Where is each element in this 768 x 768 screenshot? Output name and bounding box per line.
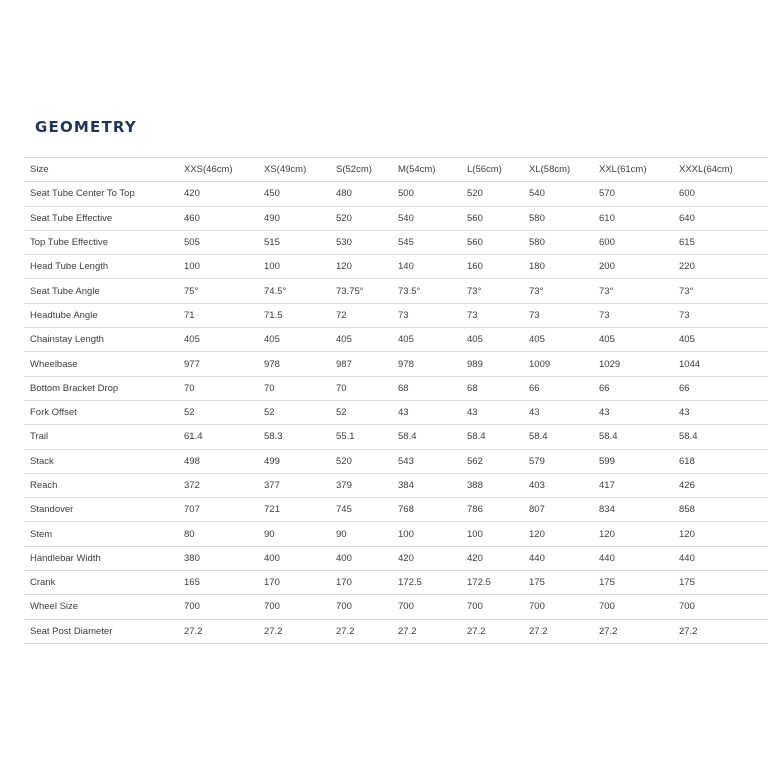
table-cell: 405: [178, 328, 258, 352]
table-row: [24, 619, 768, 643]
table-cell: 66: [593, 376, 673, 400]
table-cell: 58.4: [461, 425, 523, 449]
table-cell: 100: [392, 522, 461, 546]
table-cell: 377: [258, 473, 330, 497]
table-cell: 417: [593, 473, 673, 497]
table-cell: 43: [593, 400, 673, 424]
table-cell: 420: [392, 546, 461, 570]
row-label: Top Tube Effective: [24, 230, 178, 254]
table-cell: 61.4: [178, 425, 258, 449]
table-row: [24, 279, 768, 303]
table-cell: 520: [330, 449, 392, 473]
table-row: [24, 571, 768, 595]
table-cell: 420: [461, 546, 523, 570]
row-label: Wheelbase: [24, 352, 178, 376]
table-cell: 220: [673, 255, 768, 279]
table-cell: 73: [673, 303, 768, 327]
table-cell: 66: [673, 376, 768, 400]
table-cell: 562: [461, 449, 523, 473]
table-cell: 70: [178, 376, 258, 400]
table-cell: 440: [673, 546, 768, 570]
table-cell: 175: [593, 571, 673, 595]
table-cell: 721: [258, 498, 330, 522]
table-cell: 200: [593, 255, 673, 279]
table-cell: 405: [593, 328, 673, 352]
table-cell: 745: [330, 498, 392, 522]
page-title: GEOMETRY: [35, 118, 137, 136]
table-cell: 834: [593, 498, 673, 522]
table-cell: 615: [673, 230, 768, 254]
table-cell: 987: [330, 352, 392, 376]
geometry-table: [24, 157, 768, 644]
table-cell: 600: [593, 230, 673, 254]
table-cell: 540: [392, 206, 461, 230]
row-label: Wheel Size: [24, 595, 178, 619]
table-cell: 27.2: [523, 619, 593, 643]
table-cell: 27.2: [178, 619, 258, 643]
table-cell: 490: [258, 206, 330, 230]
table-cell: 90: [330, 522, 392, 546]
table-cell: 405: [330, 328, 392, 352]
table-cell: 618: [673, 449, 768, 473]
table-cell: 403: [523, 473, 593, 497]
table-cell: 380: [178, 546, 258, 570]
header-cell-7: XXL(61cm): [593, 158, 673, 182]
table-cell: 640: [673, 206, 768, 230]
row-label: Seat Tube Effective: [24, 206, 178, 230]
table-header: [24, 158, 768, 182]
table-cell: 400: [330, 546, 392, 570]
table-cell: 384: [392, 473, 461, 497]
table-cell: 515: [258, 230, 330, 254]
table-cell: 498: [178, 449, 258, 473]
header-cell-5: L(56cm): [461, 158, 523, 182]
table-cell: 426: [673, 473, 768, 497]
table-cell: 505: [178, 230, 258, 254]
header-cell-2: XS(49cm): [258, 158, 330, 182]
table-cell: 460: [178, 206, 258, 230]
table-cell: 388: [461, 473, 523, 497]
table-cell: 1029: [593, 352, 673, 376]
table-body: [24, 182, 768, 644]
table-row: [24, 498, 768, 522]
table-cell: 400: [258, 546, 330, 570]
table-cell: 120: [593, 522, 673, 546]
table-cell: 52: [178, 400, 258, 424]
header-cell-1: XXS(46cm): [178, 158, 258, 182]
table-cell: 580: [523, 230, 593, 254]
header-cell-size: Size: [24, 158, 178, 182]
table-cell: 599: [593, 449, 673, 473]
table-cell: 73.75°: [330, 279, 392, 303]
table-cell: 175: [523, 571, 593, 595]
header-row: [24, 158, 768, 182]
table-row: [24, 230, 768, 254]
table-cell: 610: [593, 206, 673, 230]
table-cell: 700: [673, 595, 768, 619]
header-cell-4: M(54cm): [392, 158, 461, 182]
table-cell: 43: [673, 400, 768, 424]
table-row: [24, 303, 768, 327]
table-cell: 786: [461, 498, 523, 522]
table-cell: 977: [178, 352, 258, 376]
table-cell: 520: [461, 182, 523, 206]
table-cell: 170: [258, 571, 330, 595]
table-cell: 73°: [461, 279, 523, 303]
row-label: Reach: [24, 473, 178, 497]
table-cell: 500: [392, 182, 461, 206]
table-cell: 405: [258, 328, 330, 352]
table-cell: 372: [178, 473, 258, 497]
table-cell: 405: [461, 328, 523, 352]
table-cell: 520: [330, 206, 392, 230]
table-cell: 600: [673, 182, 768, 206]
table-cell: 27.2: [593, 619, 673, 643]
row-label: Headtube Angle: [24, 303, 178, 327]
table-cell: 27.2: [461, 619, 523, 643]
table-cell: 858: [673, 498, 768, 522]
table-cell: 1009: [523, 352, 593, 376]
table-cell: 700: [178, 595, 258, 619]
table-cell: 405: [673, 328, 768, 352]
table-cell: 560: [461, 230, 523, 254]
table-cell: 27.2: [258, 619, 330, 643]
table-cell: 405: [523, 328, 593, 352]
row-label: Stack: [24, 449, 178, 473]
table-cell: 175: [673, 571, 768, 595]
table-cell: 73: [461, 303, 523, 327]
table-cell: 72: [330, 303, 392, 327]
table-cell: 120: [330, 255, 392, 279]
table-cell: 70: [258, 376, 330, 400]
table-row: [24, 352, 768, 376]
table-cell: 73°: [593, 279, 673, 303]
table-cell: 73°: [673, 279, 768, 303]
table-row: [24, 376, 768, 400]
row-label: Fork Offset: [24, 400, 178, 424]
table-cell: 978: [392, 352, 461, 376]
table-cell: 405: [392, 328, 461, 352]
row-label: Trail: [24, 425, 178, 449]
table-cell: 700: [392, 595, 461, 619]
table-cell: 560: [461, 206, 523, 230]
table-row: [24, 473, 768, 497]
table-cell: 66: [523, 376, 593, 400]
header-cell-6: XL(58cm): [523, 158, 593, 182]
row-label: Seat Post Diameter: [24, 619, 178, 643]
table-cell: 989: [461, 352, 523, 376]
table-row: [24, 206, 768, 230]
table-cell: 165: [178, 571, 258, 595]
table-cell: 480: [330, 182, 392, 206]
table-cell: 52: [330, 400, 392, 424]
table-cell: 74.5°: [258, 279, 330, 303]
table-cell: 700: [461, 595, 523, 619]
row-label: Handlebar Width: [24, 546, 178, 570]
table-cell: 545: [392, 230, 461, 254]
table-cell: 73: [523, 303, 593, 327]
table-cell: 43: [461, 400, 523, 424]
table-row: [24, 522, 768, 546]
table-cell: 58.4: [673, 425, 768, 449]
table-cell: 75°: [178, 279, 258, 303]
header-cell-8: XXXL(64cm): [673, 158, 768, 182]
row-label: Chainstay Length: [24, 328, 178, 352]
table-cell: 58.4: [593, 425, 673, 449]
table-row: [24, 425, 768, 449]
table-cell: 700: [593, 595, 673, 619]
table-cell: 450: [258, 182, 330, 206]
table-cell: 73°: [523, 279, 593, 303]
table-row: [24, 400, 768, 424]
table-cell: 120: [523, 522, 593, 546]
table-cell: 90: [258, 522, 330, 546]
row-label: Bottom Bracket Drop: [24, 376, 178, 400]
table-cell: 700: [258, 595, 330, 619]
table-cell: 27.2: [330, 619, 392, 643]
table-cell: 58.4: [523, 425, 593, 449]
table-cell: 700: [330, 595, 392, 619]
table-cell: 68: [461, 376, 523, 400]
table-row: [24, 595, 768, 619]
table-cell: 170: [330, 571, 392, 595]
table-cell: 43: [523, 400, 593, 424]
table-cell: 160: [461, 255, 523, 279]
table-cell: 379: [330, 473, 392, 497]
table-cell: 71: [178, 303, 258, 327]
table-cell: 543: [392, 449, 461, 473]
table-cell: 807: [523, 498, 593, 522]
table-cell: 80: [178, 522, 258, 546]
table-cell: 570: [593, 182, 673, 206]
table-row: [24, 182, 768, 206]
table-cell: 1044: [673, 352, 768, 376]
table-cell: 580: [523, 206, 593, 230]
table-cell: 172.5: [461, 571, 523, 595]
table-cell: 52: [258, 400, 330, 424]
table-cell: 120: [673, 522, 768, 546]
table-row: [24, 449, 768, 473]
row-label: Standover: [24, 498, 178, 522]
table-cell: 440: [593, 546, 673, 570]
table-cell: 707: [178, 498, 258, 522]
table-row: [24, 328, 768, 352]
table-cell: 70: [330, 376, 392, 400]
row-label: Seat Tube Center To Top: [24, 182, 178, 206]
table-cell: 73: [392, 303, 461, 327]
table-cell: 27.2: [392, 619, 461, 643]
table-cell: 499: [258, 449, 330, 473]
table-cell: 100: [461, 522, 523, 546]
table-cell: 100: [178, 255, 258, 279]
table-cell: 71.5: [258, 303, 330, 327]
table-cell: 530: [330, 230, 392, 254]
table-row: [24, 546, 768, 570]
row-label: Head Tube Length: [24, 255, 178, 279]
table-cell: 420: [178, 182, 258, 206]
row-label: Seat Tube Angle: [24, 279, 178, 303]
table-cell: 55.1: [330, 425, 392, 449]
header-cell-3: S(52cm): [330, 158, 392, 182]
table-cell: 440: [523, 546, 593, 570]
table-cell: 700: [523, 595, 593, 619]
table-cell: 540: [523, 182, 593, 206]
table-cell: 140: [392, 255, 461, 279]
table-cell: 579: [523, 449, 593, 473]
table-cell: 58.4: [392, 425, 461, 449]
table-cell: 68: [392, 376, 461, 400]
table-cell: 27.2: [673, 619, 768, 643]
table-cell: 73: [593, 303, 673, 327]
table-cell: 978: [258, 352, 330, 376]
row-label: Crank: [24, 571, 178, 595]
table-cell: 180: [523, 255, 593, 279]
table-cell: 43: [392, 400, 461, 424]
table-cell: 172.5: [392, 571, 461, 595]
row-label: Stem: [24, 522, 178, 546]
table-cell: 73.5°: [392, 279, 461, 303]
table-cell: 768: [392, 498, 461, 522]
table-cell: 58.3: [258, 425, 330, 449]
table-cell: 100: [258, 255, 330, 279]
table-row: [24, 255, 768, 279]
